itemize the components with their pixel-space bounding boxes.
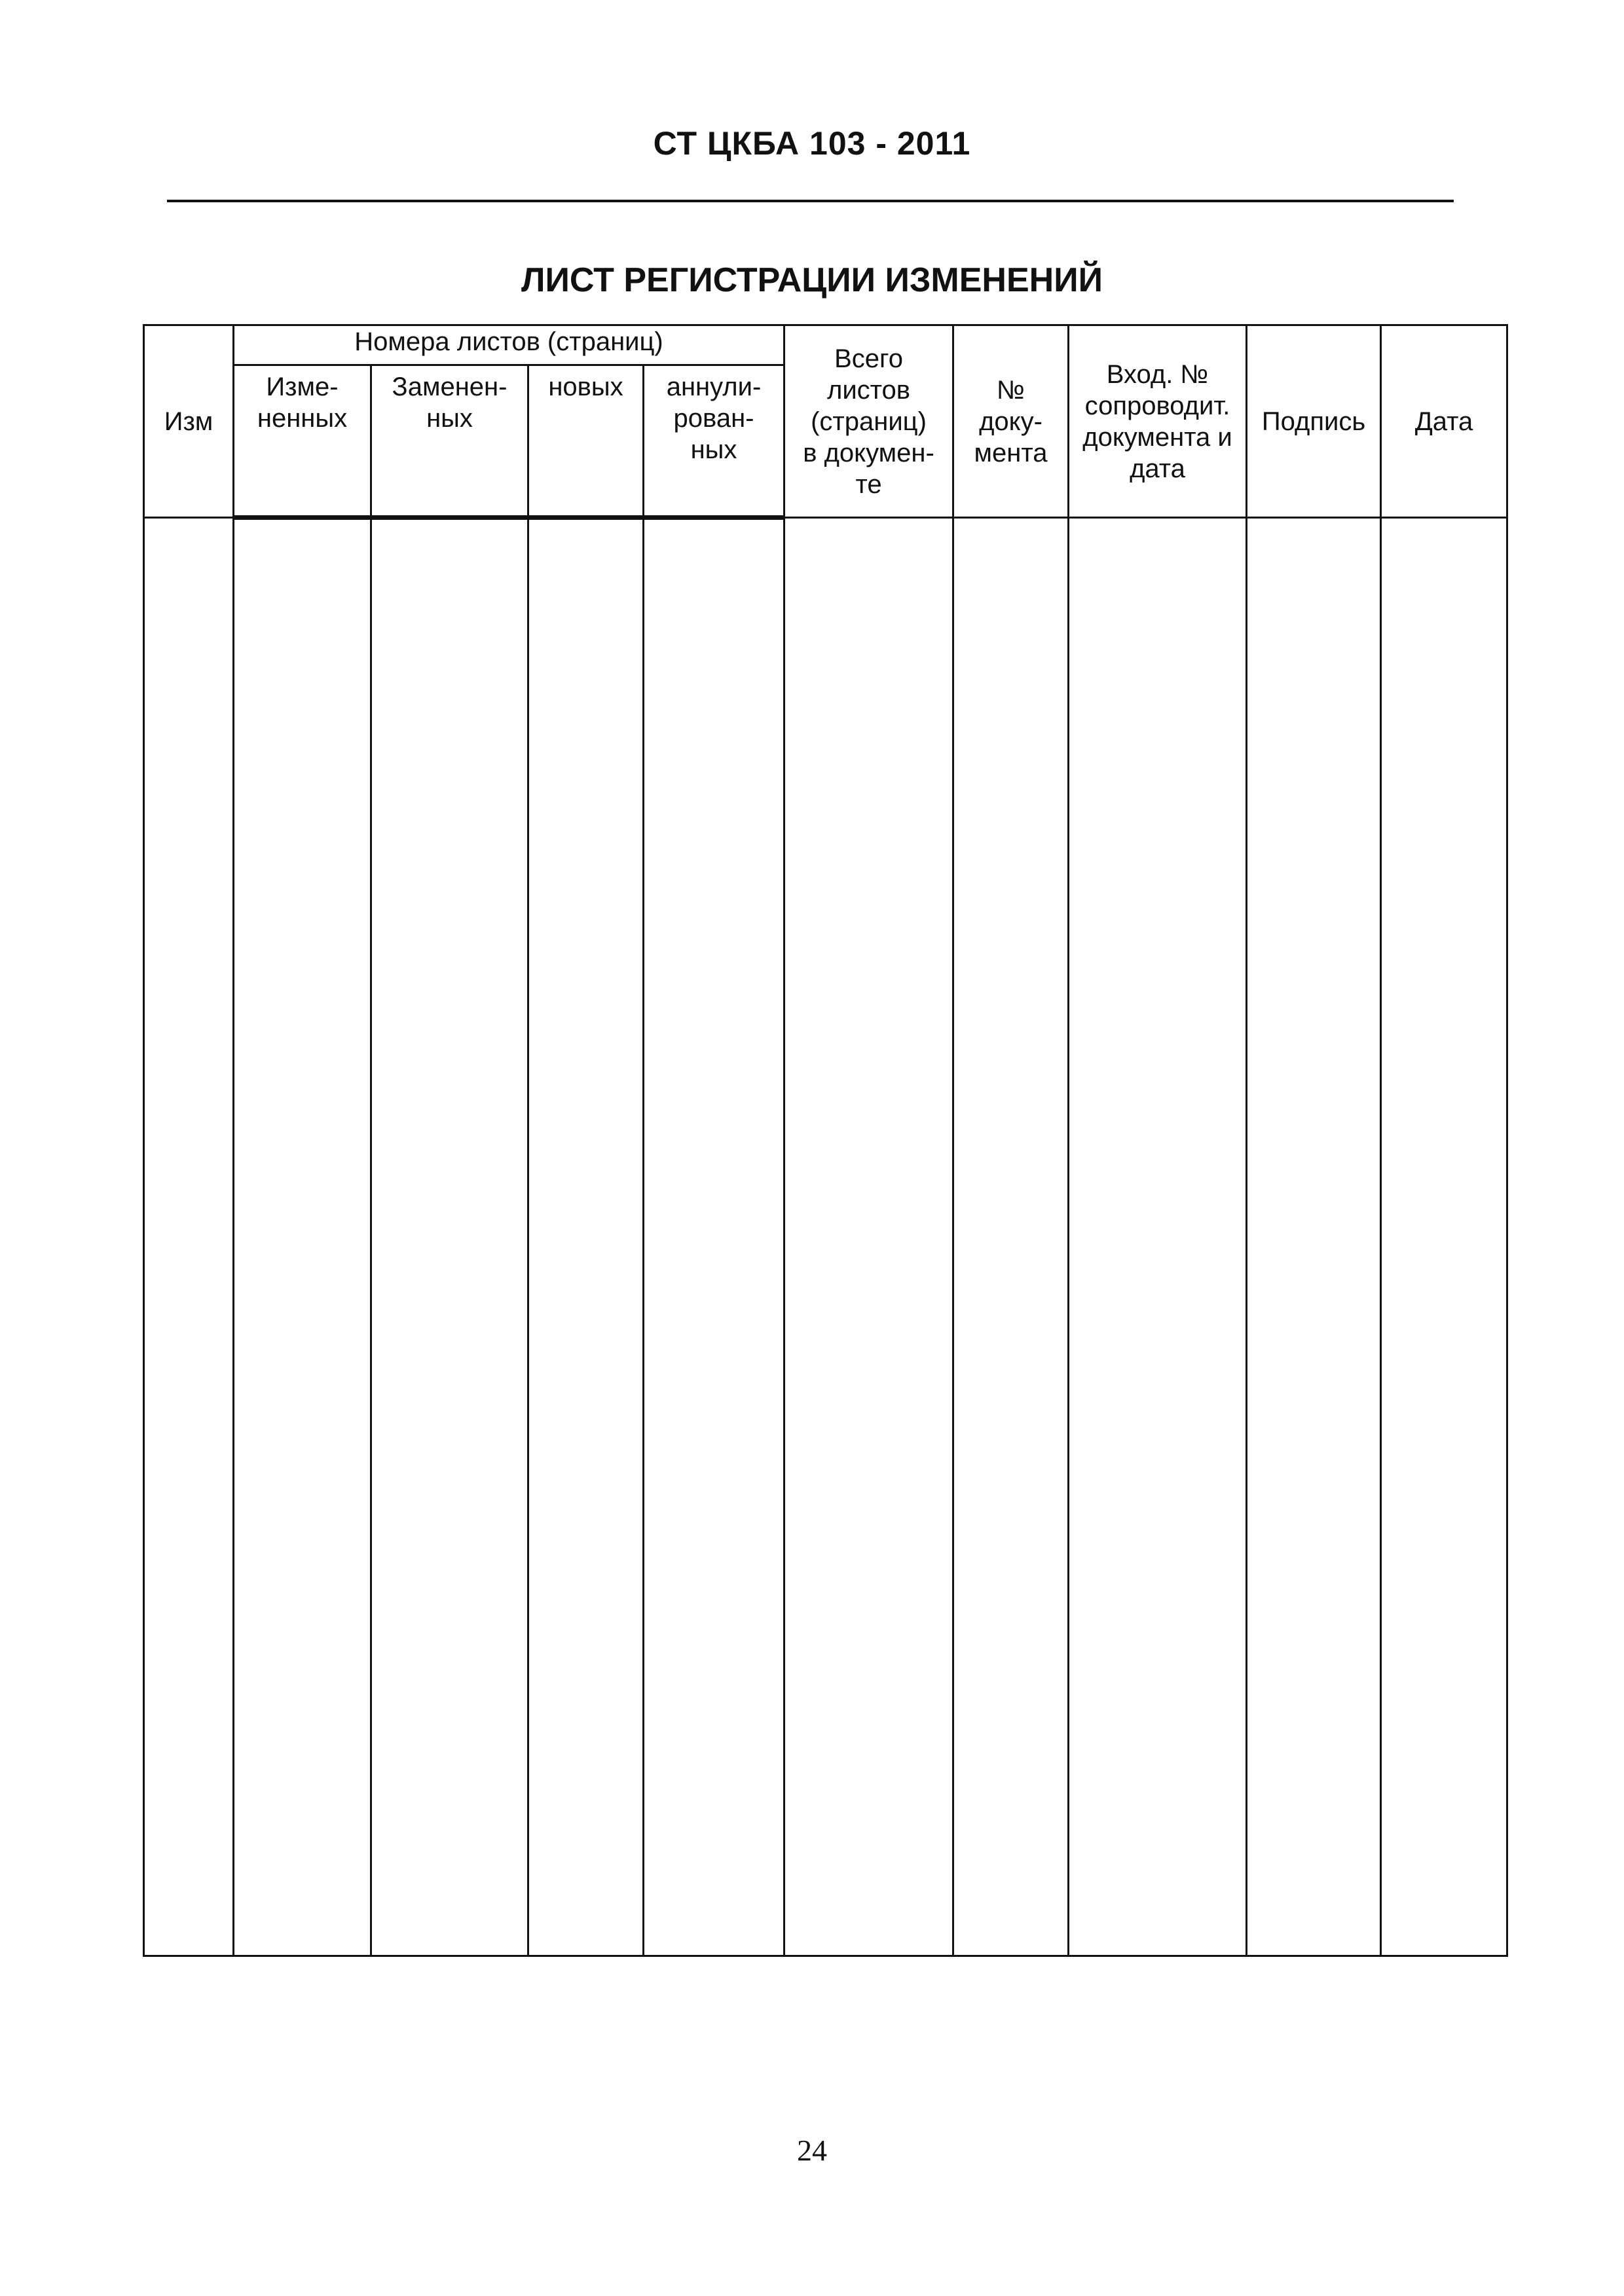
header-total-sheets-label: Всего листов (страниц) в докумен- те <box>803 344 934 499</box>
header-signature-label: Подпись <box>1261 407 1366 436</box>
header-izm-label: Изм <box>164 407 213 436</box>
body-cell-changed <box>234 518 371 1956</box>
sheet-title: ЛИСТ РЕГИСТРАЦИИ ИЗМЕНЕНИЙ <box>521 261 1103 299</box>
header-total-sheets <box>784 325 953 518</box>
header-replaced <box>371 365 528 518</box>
header-sheet-numbers-label: Номера листов (страниц) <box>354 327 663 356</box>
body-cell-doc-number <box>953 518 1069 1956</box>
header-new <box>528 365 644 518</box>
document-code: СТ ЦКБА 103 - 2011 <box>653 125 971 162</box>
header-rule <box>167 200 1454 202</box>
header-document-number <box>953 325 1069 518</box>
change-registration-table <box>143 324 1508 1957</box>
body-cell-date <box>1381 518 1507 1956</box>
header-incoming-number-label: Вход. № сопроводит. документа и дата <box>1082 359 1232 483</box>
header-annulled <box>644 365 784 518</box>
header-changed-label: Изме- ненных <box>257 373 348 433</box>
header-replaced-label: Заменен- ных <box>392 373 507 433</box>
header-annulled-label: аннули- рован- ных <box>666 373 762 464</box>
body-cell-incoming <box>1069 518 1247 1956</box>
table-body-row <box>144 518 1507 1956</box>
header-new-label: новых <box>548 373 623 401</box>
body-cell-new <box>528 518 644 1956</box>
body-cell-total <box>784 518 953 1956</box>
header-signature <box>1247 325 1381 518</box>
page-number: 24 <box>797 2134 827 2167</box>
header-incoming-number <box>1069 325 1247 518</box>
header-document-number-label: № доку- мента <box>974 375 1048 467</box>
body-cell-annulled <box>644 518 784 1956</box>
header-date <box>1381 325 1507 518</box>
header-changed <box>234 365 371 518</box>
header-izm <box>144 325 234 518</box>
header-date-label: Дата <box>1414 407 1473 436</box>
body-cell-izm <box>144 518 234 1956</box>
header-sheet-numbers <box>234 325 784 365</box>
body-cell-replaced <box>371 518 528 1956</box>
body-cell-signature <box>1247 518 1381 1956</box>
